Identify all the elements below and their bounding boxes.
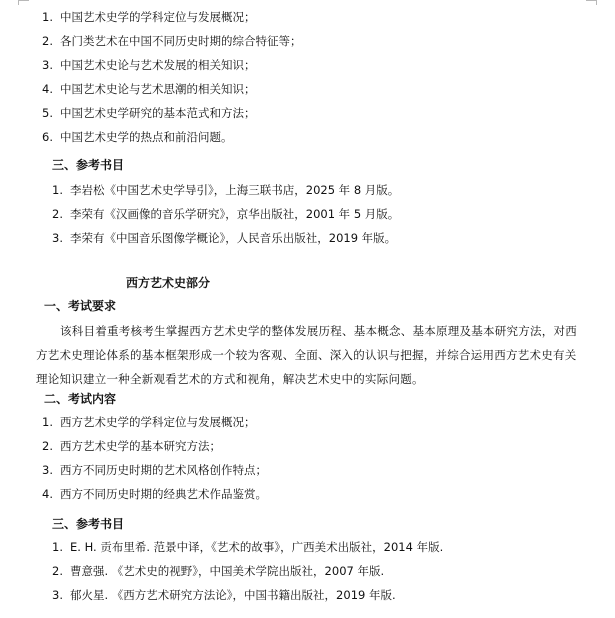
exam-requirements-heading: 一、考试要求 <box>44 299 117 313</box>
list-item: 1. 西方艺术史学的学科定位与发展概况； <box>42 415 256 429</box>
reference-item: 2. 曹意强. 《艺术史的视野》，中国美术学院出版社，2007 年版. <box>52 564 385 578</box>
reference-item: 2. 李荣有《汉画像的音乐学研究》，京华出版社，2001 年 5 月版。 <box>52 207 400 221</box>
references-heading: 三、参考书目 <box>52 517 125 531</box>
list-item: 1. 中国艺术史学的学科定位与发展概况； <box>42 10 256 24</box>
exam-content-heading: 二、考试内容 <box>44 392 117 406</box>
page-corner-mark <box>586 0 597 5</box>
list-item: 3. 中国艺术史论与艺术发展的相关知识； <box>42 58 256 72</box>
reference-item: 3. 郁火星. 《西方艺术研究方法论》，中国书籍出版社，2019 年版. <box>52 588 396 602</box>
section-title: 西方艺术史部分 <box>126 276 211 290</box>
list-item: 2. 各门类艺术在中国不同历史时期的综合特征等； <box>42 34 302 48</box>
page-corner-mark <box>18 0 29 5</box>
references-heading: 三、参考书目 <box>52 158 125 172</box>
list-item: 4. 西方不同历史时期的经典艺术作品鉴赏。 <box>42 487 267 501</box>
list-item: 2. 西方艺术史学的基本研究方法； <box>42 439 221 453</box>
exam-requirements-text: 该科目着重考核考生掌握西方艺术史学的整体发展历程、基本概念、基本原理及基本研究方法，对西方艺术史理论体系的基本框架形成一个较为客观、全面、深入的认识与把握，并综合运用西方艺术史有关理论知识建立一种全新观看艺术的方式和视角，解决艺术史中的实际问题。 <box>36 324 577 386</box>
list-item: 6. 中国艺术史学的热点和前沿问题。 <box>42 130 233 144</box>
reference-item: 1. E. H. 贡布里希. 范景中译，《艺术的故事》，广西美术出版社，2014 年版. <box>52 540 444 554</box>
reference-item: 3. 李荣有《中国音乐图像学概论》，人民音乐出版社，2019 年版。 <box>52 231 397 245</box>
list-item: 3. 西方不同历史时期的艺术风格创作特点； <box>42 463 267 477</box>
list-item: 4. 中国艺术史论与艺术思潮的相关知识； <box>42 82 256 96</box>
list-item: 5. 中国艺术史学研究的基本范式和方法； <box>42 106 256 120</box>
reference-item: 1. 李岩松《中国艺术史学导引》，上海三联书店，2025 年 8 月版。 <box>52 183 400 197</box>
